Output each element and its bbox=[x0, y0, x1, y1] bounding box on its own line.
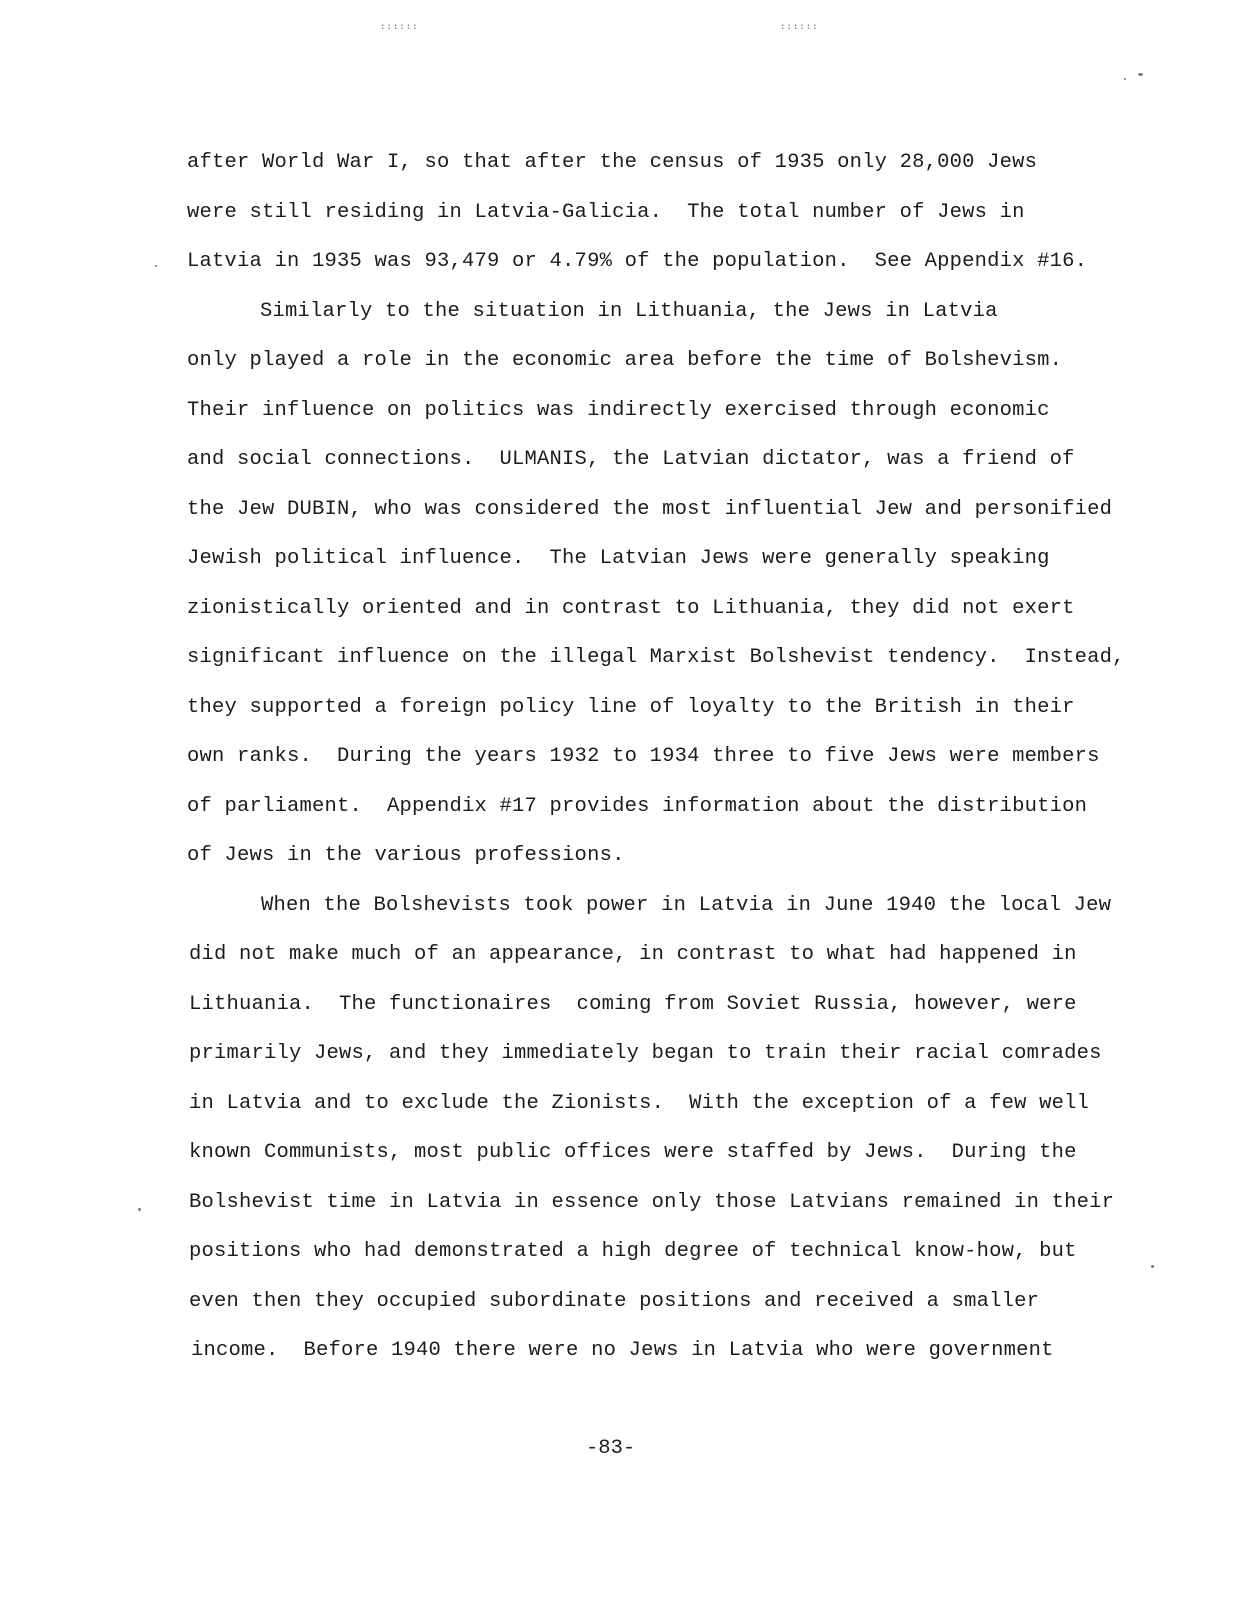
text-line: Bolshevist time in Latvia in essence only those Latvians remained in their bbox=[189, 1191, 1115, 1214]
text-line: zionistically oriented and in contrast to Lithuania, they did not exert bbox=[187, 597, 1075, 620]
text-line: own ranks. During the years 1932 to 1934 three to five Jews were members bbox=[187, 745, 1100, 768]
header-mark-left: :::::: bbox=[380, 22, 419, 32]
text-line: positions who had demonstrated a high degree of technical know-how, but bbox=[189, 1240, 1077, 1263]
text-line: and social connections. ULMANIS, the Latvian dictator, was a friend of bbox=[187, 448, 1075, 471]
text-line: primarily Jews, and they immediately began to train their racial comrades bbox=[189, 1042, 1102, 1065]
text-line: they supported a foreign policy line of loyalty to the British in their bbox=[187, 696, 1075, 719]
text-line: after World War I, so that after the census of 1935 only 28,000 Jews bbox=[187, 151, 1038, 174]
page-number: -83- bbox=[586, 1437, 636, 1460]
text-line: income. Before 1940 there were no Jews in Latvia who were government bbox=[191, 1339, 1054, 1362]
scan-speck bbox=[155, 265, 157, 267]
text-line: Similarly to the situation in Lithuania, the Jews in Latvia bbox=[260, 300, 998, 323]
text-line: Jewish political influence. The Latvian Jews were generally speaking bbox=[187, 547, 1050, 570]
text-line: Lithuania. The functionaires coming from Soviet Russia, however, were bbox=[189, 993, 1077, 1016]
text-line: of parliament. Appendix #17 provides information about the distribution bbox=[187, 795, 1088, 818]
text-line: in Latvia and to exclude the Zionists. With the exception of a few well bbox=[189, 1092, 1090, 1115]
header-mark-right: :::::: bbox=[780, 22, 819, 32]
text-line: were still residing in Latvia-Galicia. The total number of Jews in bbox=[187, 201, 1025, 224]
text-line: even then they occupied subordinate positions and received a smaller bbox=[189, 1290, 1040, 1313]
text-line: of Jews in the various professions. bbox=[187, 844, 625, 867]
text-line: Latvia in 1935 was 93,479 or 4.79% of the population. See Appendix #16. bbox=[187, 250, 1088, 273]
text-line: When the Bolshevists took power in Latvia in June 1940 the local Jew bbox=[261, 894, 1112, 917]
text-line: significant influence on the illegal Marxist Bolshevist tendency. Instead, bbox=[187, 646, 1125, 669]
text-line: did not make much of an appearance, in contrast to what had happened in bbox=[189, 943, 1077, 966]
text-line: Their influence on politics was indirectly exercised through economic bbox=[187, 399, 1050, 422]
scan-speck bbox=[138, 1208, 141, 1211]
scan-speck bbox=[1138, 73, 1143, 76]
scan-speck bbox=[1151, 1265, 1154, 1268]
text-line: known Communists, most public offices were staffed by Jews. During the bbox=[189, 1141, 1077, 1164]
text-line: the Jew DUBIN, who was considered the most influential Jew and personified bbox=[187, 498, 1113, 521]
scan-speck bbox=[1124, 78, 1126, 80]
text-line: only played a role in the economic area before the time of Bolshevism. bbox=[187, 349, 1063, 372]
